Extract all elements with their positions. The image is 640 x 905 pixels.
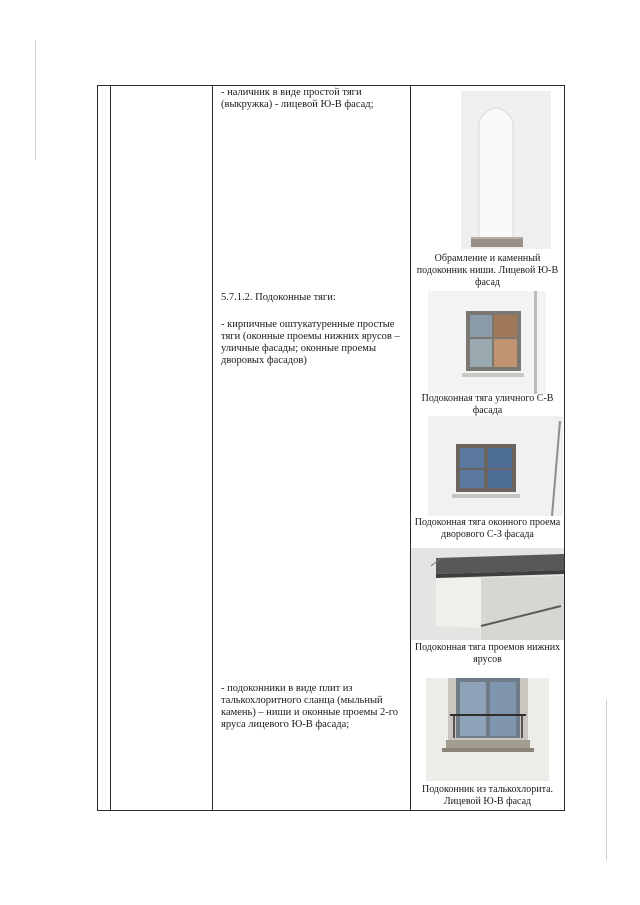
photo-caption-1: Обрамление и каменный подоконник ниши. Лицевой Ю-В фасад — [416, 253, 559, 288]
scan-edge-left — [35, 40, 36, 160]
photo-caption-2: Подоконная тяга уличного С-В фасада — [421, 393, 554, 416]
balcony-window-photo — [426, 678, 549, 781]
description-column — [213, 86, 411, 811]
window-photo — [428, 291, 546, 394]
facade-elements-table — [97, 85, 565, 811]
element-column — [111, 86, 213, 811]
scan-edge-right — [606, 700, 607, 860]
photo-caption-4: Подоконная тяга проемов нижних ярусов — [414, 642, 561, 665]
niche-photo — [461, 91, 551, 249]
photo-caption-3: Подоконная тяга оконного проема дворового С-З фасада — [414, 517, 561, 540]
photo-caption-5: Подоконник из талькохлорита. Лицевой Ю-В фасад — [421, 784, 554, 807]
index-column — [98, 86, 111, 811]
plaster-sill-paragraph: - кирпичные оштукатуренные простые тяги (оконные проемы нижних ярусов – уличные фасады; оконные проемы дворовых фасадов) — [221, 319, 400, 366]
stone-sill-paragraph: - подоконники в виде плит из талькохлоритного сланца (мыльный камень) – ниши и оконные проемы 2-го яруса лицевого Ю-В фасада; — [221, 683, 399, 730]
architrave-paragraph: - наличник в виде простой тяги (выкружка) - лицевой Ю-В фасад; — [221, 87, 374, 110]
sill-closeup-photo — [411, 548, 564, 640]
table-row — [98, 86, 565, 811]
courtyard-window-photo — [428, 416, 563, 516]
photo-column — [411, 86, 565, 811]
section-heading: 5.7.1.2. Подоконные тяги: — [221, 292, 336, 303]
